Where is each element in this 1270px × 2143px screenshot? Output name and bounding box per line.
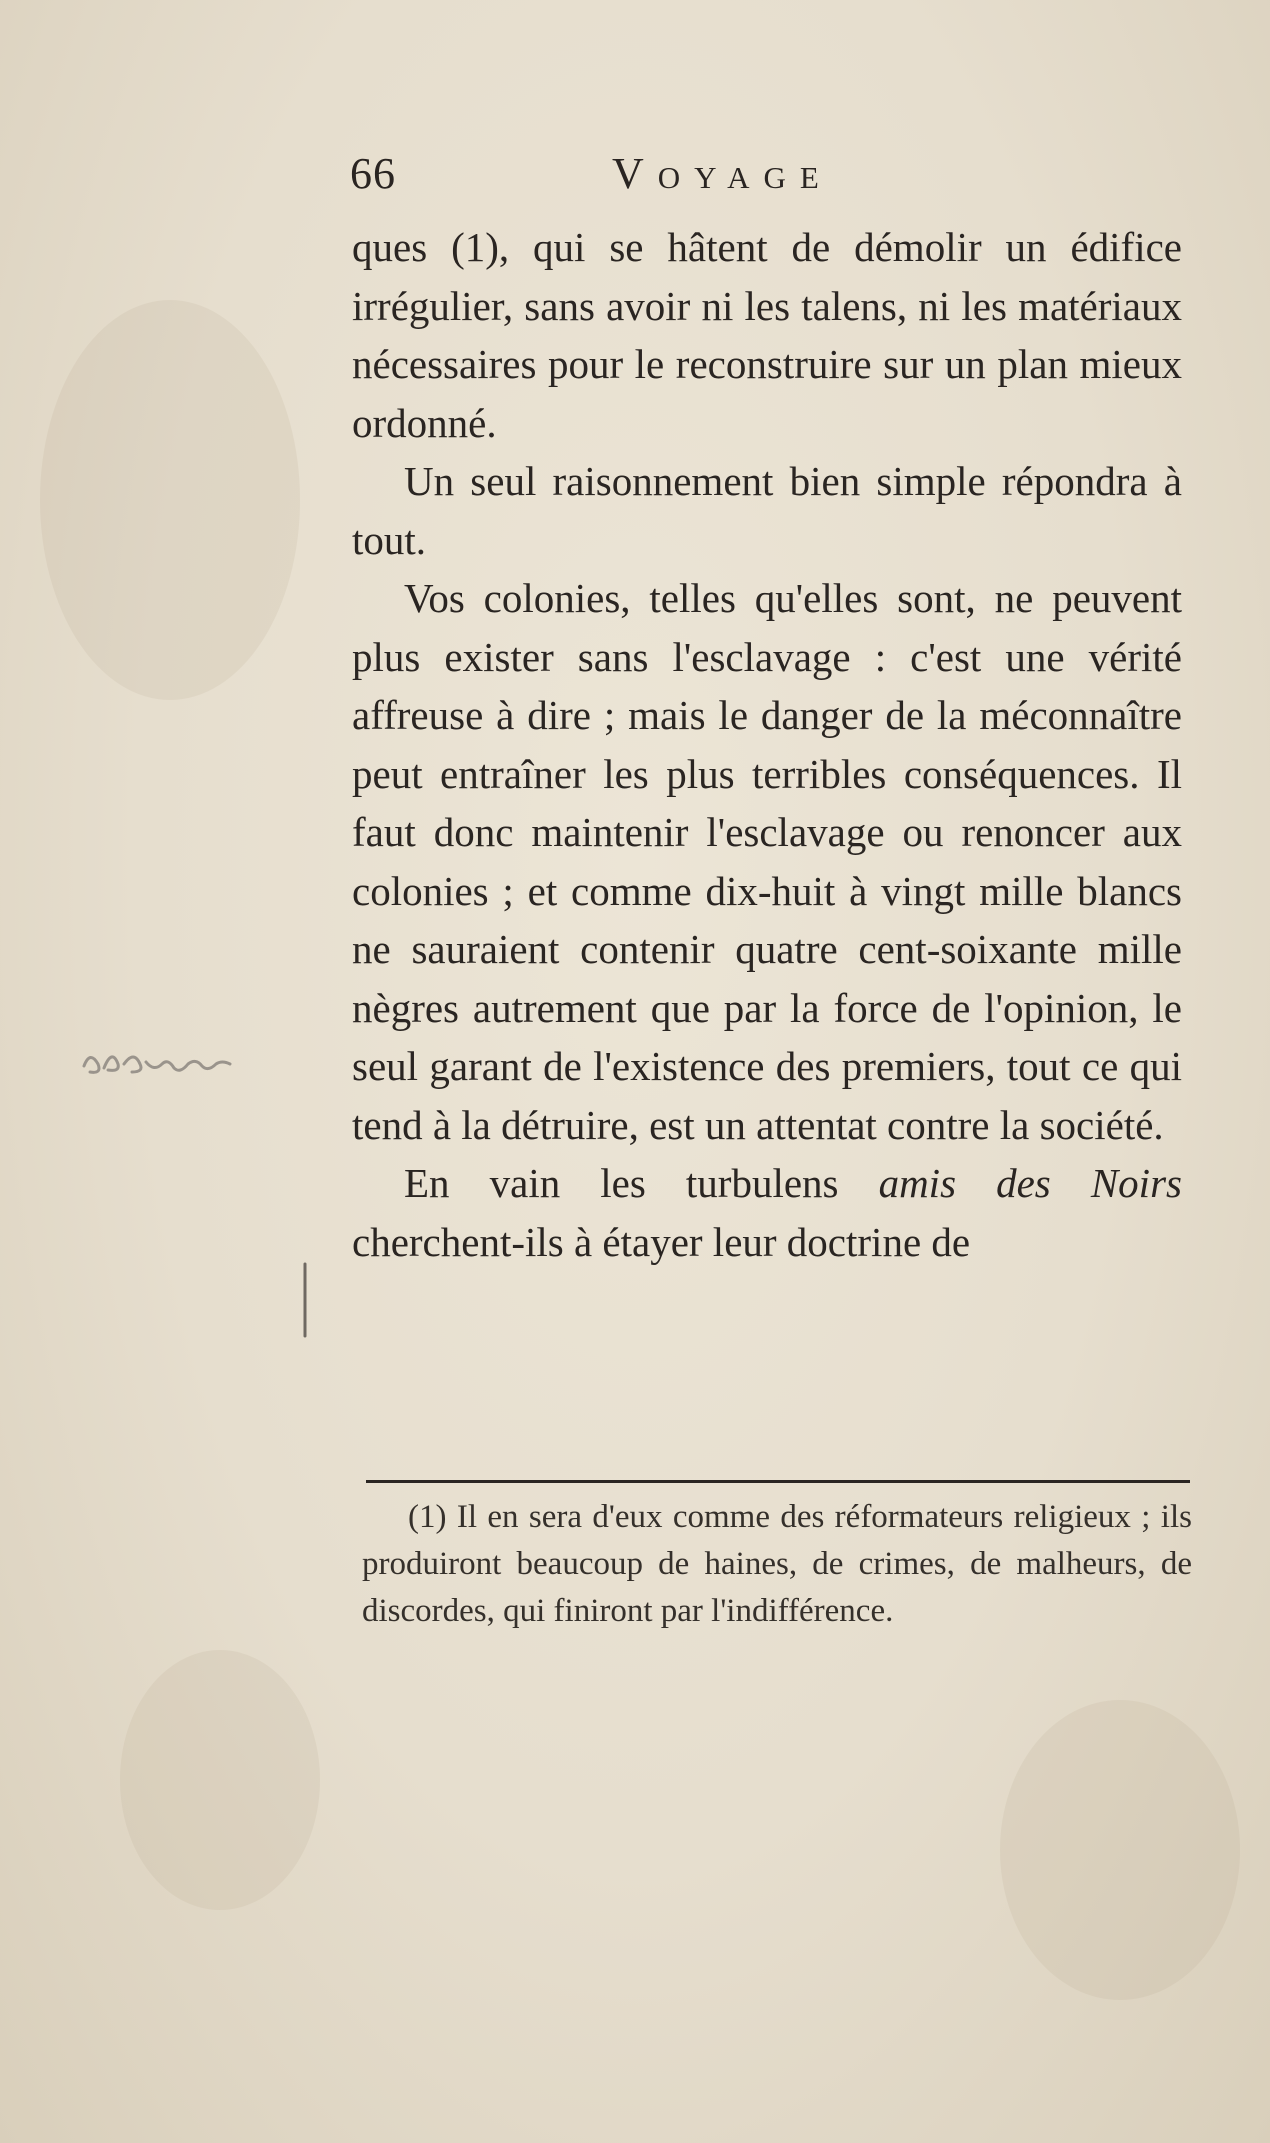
paragraph-text: cherchent-ils à étayer leur doctrine de	[352, 1218, 971, 1265]
paper-stain	[40, 300, 300, 700]
pencil-scribble-icon	[80, 1042, 300, 1082]
running-title: Voyage	[612, 149, 833, 198]
main-text	[352, 218, 1182, 1271]
paper-stain	[1000, 1700, 1240, 2000]
paragraph-last	[352, 1154, 1182, 1271]
paragraph-text: En vain les turbulens	[404, 1160, 879, 1206]
paragraph: Vos colonies, telles qu'elles sont, ne peuvent plus exister sans l'esclavage : c'est une vérité affreuse à dire ; mais le danger de la méconnaître peut entraîner les plus terribles conséquences. Il faut donc maintenir l'esclavage ou renoncer aux colonies ; et comme dix-huit à vingt mille blancs ne sauraient contenir quatre cent-soixante mille nègres autrement que par la force de l'opinion, le seul garant de l'existence des premiers, tout ce qui tend à la détruire, est un attentat contre la société.	[352, 575, 1182, 1148]
pencil-tick-icon	[300, 1260, 310, 1340]
paper-stain	[120, 1650, 320, 1910]
italic-phrase: amis des Noirs	[878, 1160, 1182, 1206]
page-number: 66	[350, 149, 396, 198]
paragraph: Un seul raisonnement bien simple répondra à tout.	[352, 458, 1182, 563]
page-header	[350, 148, 910, 208]
footnote	[362, 1494, 1192, 1635]
footnote-text: (1) Il en sera d'eux comme des réformateurs religieux ; ils produiront beaucoup de haines, de crimes, de malheurs, de discordes, qui finiront par l'indifférence.	[362, 1499, 1192, 1629]
paragraph: ques (1), qui se hâtent de démolir un édifice irrégulier, sans avoir ni les talens, ni les matériaux nécessaires pour le reconstruire sur un plan mieux ordonné.	[352, 224, 1182, 446]
footnote-rule	[366, 1480, 1190, 1483]
